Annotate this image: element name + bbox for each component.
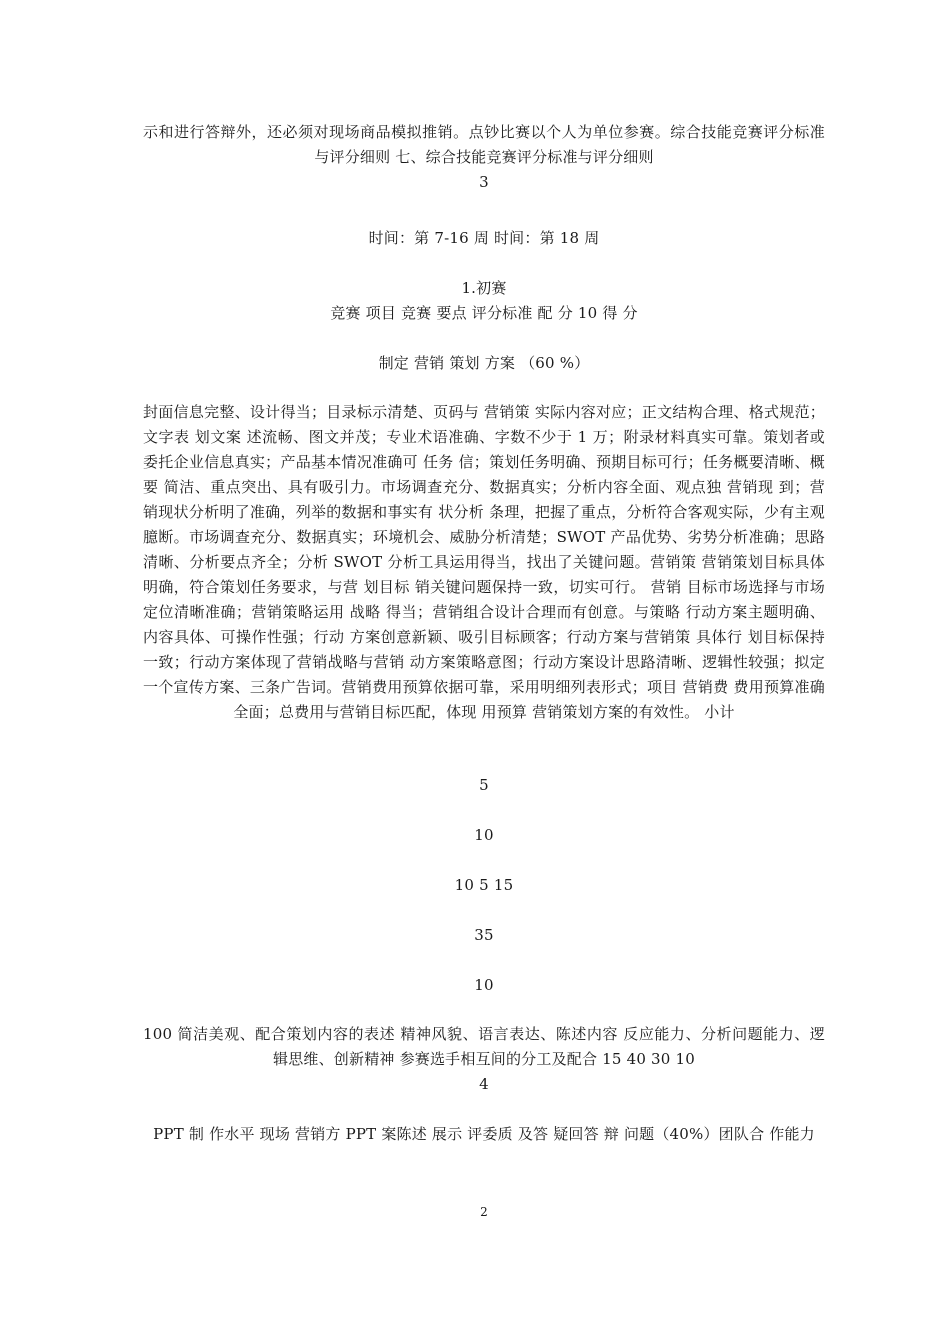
score-value: 5	[479, 776, 489, 794]
round-title: 1.初赛	[461, 279, 507, 297]
section-marker: 3	[479, 173, 489, 191]
ppt-criteria-paragraph: 100 简洁美观、配合策划内容的表述 精神风貌、语言表达、陈述内容 反应能力、分析问题能力、逻辑思维、创新精神 参赛选手相互间的分工及配合 15 40 30 10	[143, 1025, 825, 1068]
score-value: 10	[474, 826, 494, 844]
time-line: 时间：第 7-16 周 时间：第 18 周	[368, 229, 600, 247]
ppt-items-paragraph: PPT 制 作水平 现场 营销方 PPT 案陈述 展示 评委质 及答 疑回答 辩 问题（40%）团队合 作能力	[153, 1125, 815, 1143]
score-value: 35	[474, 926, 494, 944]
score-value: 10 5 15	[454, 876, 514, 894]
plan-title: 制定 营销 策划 方案 （60 %）	[378, 354, 590, 372]
page-number: 2	[480, 1205, 488, 1219]
score-value: 10	[474, 976, 494, 994]
table-header: 竞赛 项目 竞赛 要点 评分标准 配 分 10 得 分	[330, 304, 638, 322]
section-marker: 4	[479, 1075, 489, 1093]
intro-paragraph: 示和进行答辩外，还必须对现场商品模拟推销。点钞比赛以个人为单位参赛。综合技能竞赛评分标准与评分细则 七、综合技能竞赛评分标准与评分细则	[143, 123, 825, 166]
criteria-paragraph: 封面信息完整、设计得当；目录标示清楚、页码与 营销策 实际内容对应；正文结构合理、格式规范；文字表 划文案 述流畅、图文并茂；专业术语准确、字数不少于 1 万；附录材料真实可靠。策划者或委托企业信息真实；产品基本情况准确可 任务 信；策划任务明确、预期目标可行；任务概要清晰、概要 简洁、重点突出、具有吸引力。市场调查充分、数据真实；分析内容全面、观点独 营销现 到；营销现状分析明了准确，列举的数据和事实有 状分析 条理，把握了重点，分析符合客观实际，少有主观 臆断。市场调查充分、数据真实；环境机会、威胁分析清楚；SWOT 产品优势、劣势分析准确；思路清晰、分析要点齐全；分析 SWOT 分析工具运用得当，找出了关键问题。营销策 营销策划目标具体明确，符合策划任务要求，与营 划目标 销关键问题保持一致，切实可行。 营销 目标市场选择与市场定位清晰准确；营销策略运用 战略 得当；营销组合设计合理而有创意。与策略 行动方案主题明确、内容具体、可操作性强；行动 方案创意新颖、吸引目标顾客；行动方案与营销策 具体行 划目标保持一致；行动方案体现了营销战略与营销 动方案策略意图；行动方案设计思路清晰、逻辑性较强；拟定一个宣传方案、三条广告词。营销费用预算依据可靠，采用明细列表形式；项目 营销费 费用预算准确全面；总费用与营销目标匹配，体现 用预算 营销策划方案的有效性。 小计	[143, 403, 825, 721]
